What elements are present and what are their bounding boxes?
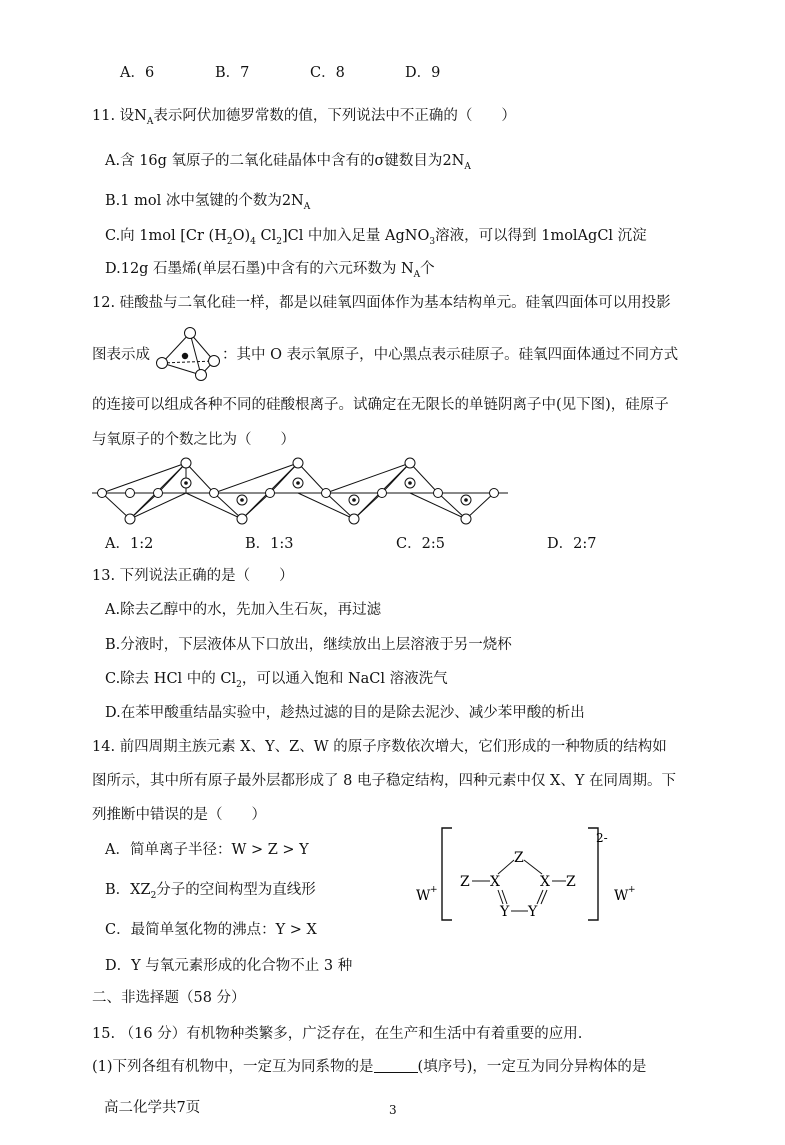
svg-text:+: +: [628, 885, 636, 895]
q14-structure-figure: [410, 820, 650, 930]
q10-options: [120, 63, 440, 83]
atom-y-left: Y: [500, 904, 510, 920]
q12-line-4: 与氧原子的个数之比为（ ）: [92, 432, 295, 448]
q11-option-c: C.向 1mol [Cr $(H_2O)_4$ $Cl_2]Cl$ 中加入足量 AgNO$_3$溶液，可以得到 1molAgCl 沉淀: [105, 228, 647, 247]
q12-options: [105, 534, 596, 554]
q12-line-2a: 图表示成: [92, 347, 150, 363]
q12-option-a: A．1:2: [105, 536, 154, 552]
atom-z-left: Z: [460, 874, 470, 890]
q14-line-1: 14. 前四周期主族元素 X、Y、Z、W 的原子序数依次增大，它们形成的一种物质的结构如: [92, 739, 667, 755]
q12-option-c: C．2:5: [396, 536, 445, 552]
atom-y-right: Y: [528, 904, 538, 920]
page-number: 3: [389, 1103, 397, 1117]
q14-line-3: 列推断中错误的是（ ）: [92, 807, 266, 823]
q14-option-d: D．Y 与氧元素形成的化合物不止 3 种: [105, 958, 353, 974]
q13-option-d: D.在苯甲酸重结晶实验中，趁热过滤的目的是除去泥沙、减少苯甲酸的析出: [105, 705, 585, 721]
q10-option-c: C．8: [310, 65, 345, 81]
q15-part-1: (1)下列各组有机物中，一定互为同系物的是 (填序号)，一定互为同分异构体的是: [92, 1059, 647, 1075]
q13-stem: 13. 下列说法正确的是（ ）: [92, 568, 294, 584]
left-bracket: [442, 828, 452, 920]
q14-option-b: B．$XZ_2$分子的空间构型为直线形: [105, 882, 316, 901]
q15-stem: 15. （16 分）有机物种类繁多，广泛存在，在生产和生活中有着重要的应用.: [92, 1026, 583, 1042]
footer-course-pages: 高二化学共7页: [104, 1100, 201, 1116]
atom-x-right: X: [540, 874, 550, 890]
q14-option-a: A．简单离子半径：W > Z > Y: [105, 842, 309, 858]
q12-line-2b: ：其中 O 表示氧原子，中心黑点表示硅原子。硅氧四面体通过不同方式: [222, 347, 679, 363]
q10-option-d: D．9: [405, 65, 441, 81]
anion-charge: 2-: [596, 831, 608, 845]
tetrahedron-projection-figure: [152, 325, 228, 385]
q12-line-3: 的连接可以组成各种不同的硅酸根离子。试确定在无限长的单链阴离子中(见下图)，硅原子: [92, 397, 669, 413]
q12-line-1: 12. 硅酸盐与二氧化硅一样，都是以硅氧四面体作为基本结构单元。硅氧四面体可以用投影: [92, 295, 671, 311]
q10-option-a: A．6: [120, 65, 155, 81]
answer-blank[interactable]: [374, 1058, 418, 1073]
q14-option-c: C．最简单氢化物的沸点：Y > X: [105, 922, 317, 938]
q13-option-c: C.除去 HCl 中的 $Cl_2$，可以通入饱和 NaCl 溶液洗气: [105, 671, 448, 690]
q14-line-2: 图所示，其中所有原子最外层都形成了 8 电子稳定结构，四种元素中仅 X、Y 在同周期。下: [92, 773, 677, 789]
section-2-title: 二、非选择题（58 分）: [92, 990, 246, 1006]
q11-stem: 11. 设$N_A$表示阿伏加德罗常数的值，下列说法中不正确的（ ）: [92, 108, 516, 127]
silicate-chain-figure: [90, 455, 510, 530]
atom-x-left: X: [490, 874, 500, 890]
atom-z-top: Z: [514, 850, 524, 866]
w-cation-left: W: [416, 888, 431, 904]
w-cation-right: W: [614, 888, 629, 904]
atom-z-right: Z: [566, 874, 576, 890]
q13-option-a: A.除去乙醇中的水，先加入生石灰，再过滤: [105, 602, 382, 618]
q12-option-b: B．1:3: [245, 536, 294, 552]
q11-option-d: D.12g 石墨烯(单层石墨)中含有的六元环数为 $N_A$个: [105, 261, 435, 280]
q11-option-a: A.含 16g 氧原子的二氧化硅晶体中含有的σ键数目为$2N_A$: [105, 153, 471, 172]
q10-option-b: B．7: [215, 65, 250, 81]
q11-option-b: B.1 mol 冰中氢键的个数为$2N_A$: [105, 193, 311, 212]
svg-text:+: +: [430, 885, 438, 895]
q13-option-b: B.分液时，下层液体从下口放出，继续放出上层溶液于另一烧杯: [105, 637, 512, 653]
q12-option-d: D．2:7: [547, 536, 597, 552]
